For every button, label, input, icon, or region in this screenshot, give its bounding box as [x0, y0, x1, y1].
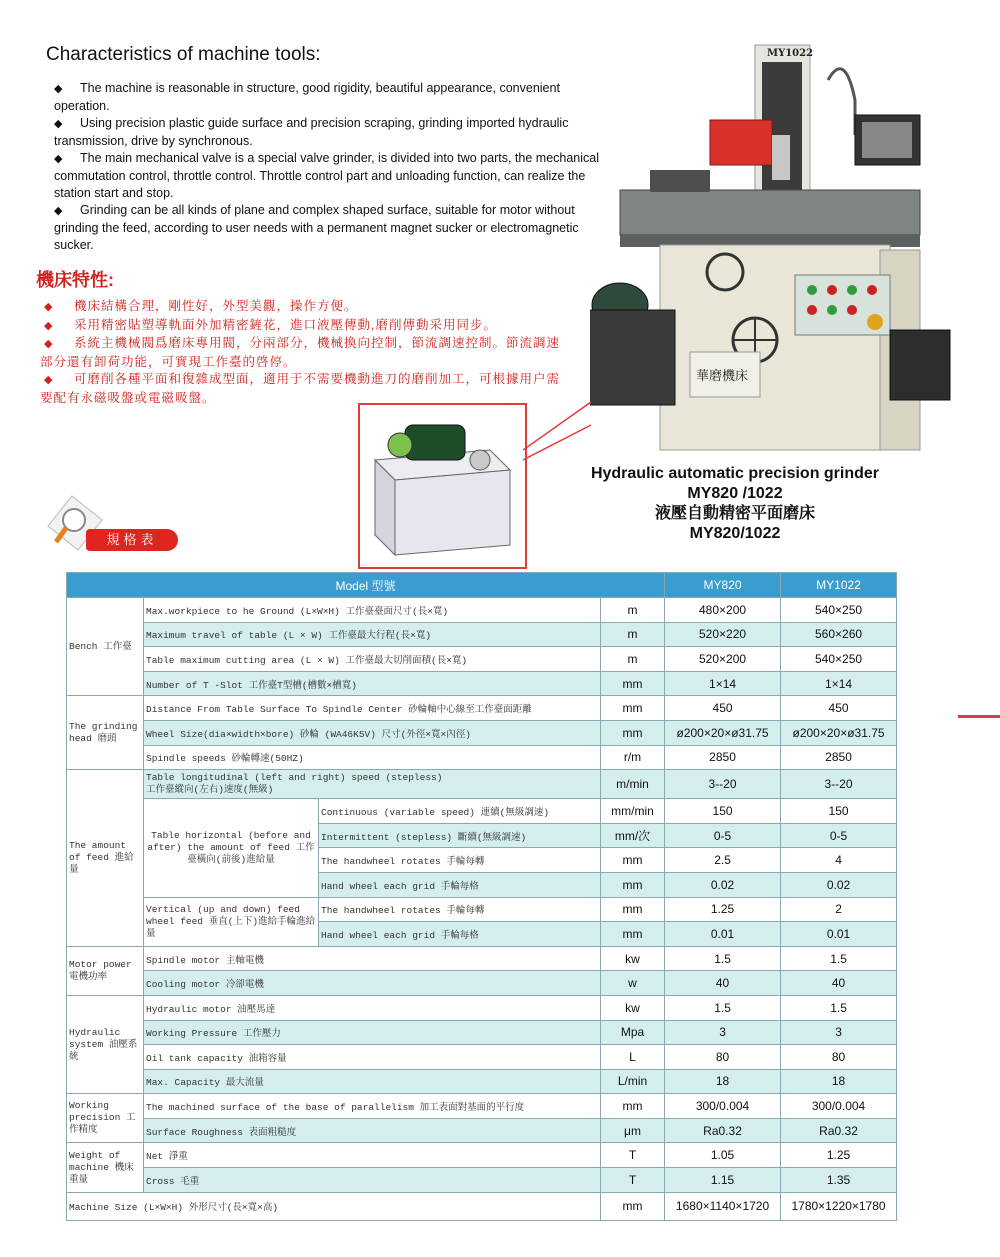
value-my820: 3 — [665, 1020, 781, 1045]
row-item: Table maximum cutting area (L × W) 工作臺最大切削面積(長×寬) — [144, 647, 601, 672]
table-header-row — [67, 573, 897, 598]
table-row — [67, 897, 897, 922]
diamond-bullet-icon: ◆ — [44, 338, 54, 350]
row-unit: mm — [601, 1094, 665, 1119]
value-my1022: 0.02 — [781, 872, 897, 897]
row-unit: mm — [601, 897, 665, 922]
english-heading: Characteristics of machine tools: — [46, 44, 321, 65]
row-item: Surface Roughness 表面粗糙度 — [144, 1118, 601, 1143]
value-my1022: 1.35 — [781, 1168, 897, 1193]
value-my820: 2.5 — [665, 848, 781, 873]
row-item: Net 淨重 — [144, 1143, 601, 1168]
table-row — [67, 1168, 897, 1193]
value-my820: 0.02 — [665, 872, 781, 897]
chinese-bullet: ◆ 采用精密貼塑導軌面外加精密鏟花，進口液壓傳動,磨削傳動采用同步。 — [40, 317, 565, 336]
value-my820: 1.15 — [665, 1168, 781, 1193]
english-feature-list — [54, 80, 599, 254]
subgroup-vertical-feed: Vertical (up and down) feed wheel feed 垂直(上下)進給手輪進給量 — [144, 897, 319, 946]
decorative-red-line — [958, 715, 1000, 718]
row-unit: m — [601, 598, 665, 623]
table-row — [67, 995, 897, 1020]
row-unit: r/m — [601, 745, 665, 770]
product-caption — [570, 464, 900, 544]
row-unit: mm — [601, 671, 665, 696]
value-my1022: 1780×1220×1780 — [781, 1192, 897, 1220]
row-unit: m/min — [601, 770, 665, 799]
row-item: Number of T -Slot 工作臺T型槽(槽數×槽寬) — [144, 671, 601, 696]
diamond-bullet-icon: ◆ — [44, 301, 54, 313]
value-my820: 3--20 — [665, 770, 781, 799]
diamond-bullet-icon: ◆ — [54, 118, 63, 130]
diamond-bullet-icon: ◆ — [54, 205, 63, 217]
row-item: Hand wheel each grid 手輪每格 — [319, 872, 601, 897]
group-machine-weight: Weight of machine 機床重量 — [67, 1143, 144, 1192]
value-my1022: 3 — [781, 1020, 897, 1045]
hydraulic-tank-illustration — [360, 405, 525, 567]
grinder-machine-photo — [590, 40, 995, 460]
table-row — [67, 598, 897, 623]
row-unit: mm — [601, 922, 665, 947]
table-row — [67, 745, 897, 770]
value-my1022: 2 — [781, 897, 897, 922]
specification-table — [66, 572, 897, 1221]
value-my1022: 540×250 — [781, 647, 897, 672]
table-row — [67, 1192, 897, 1220]
value-my820: Ra0.32 — [665, 1118, 781, 1143]
row-unit: mm/min — [601, 799, 665, 824]
value-my1022: 3--20 — [781, 770, 897, 799]
row-unit: T — [601, 1168, 665, 1193]
value-my820: ø200×20×ø31.75 — [665, 720, 781, 745]
row-item: Hydraulic motor 油壓馬達 — [144, 995, 601, 1020]
value-my1022: 300/0.004 — [781, 1094, 897, 1119]
value-my1022: 0-5 — [781, 823, 897, 848]
row-unit: L/min — [601, 1069, 665, 1094]
chinese-bullet: ◆ 系統主機械閥爲磨床專用閥，分兩部分，機械換向控制，節流調速控制。節流調速部分還有卸荷功能，可實現工作臺的啓停。 — [40, 336, 561, 369]
hydraulic-station-inset — [358, 403, 527, 569]
group-motor-power: Motor power 電機功率 — [67, 946, 144, 995]
row-unit: L — [601, 1045, 665, 1070]
row-unit: T — [601, 1143, 665, 1168]
value-my1022: 560×260 — [781, 622, 897, 647]
value-my820: 520×200 — [665, 647, 781, 672]
subgroup-horizontal-feed: Table horizontal (before and after) the amount of feed 工作臺橫向(前後)進給量 — [144, 799, 319, 897]
value-my820: 1.25 — [665, 897, 781, 922]
table-row — [67, 622, 897, 647]
table-row — [67, 770, 897, 799]
value-my1022: 1×14 — [781, 671, 897, 696]
table-row — [67, 1118, 897, 1143]
value-my820: 0-5 — [665, 823, 781, 848]
row-item: Cooling motor 冷卻電機 — [144, 971, 601, 996]
value-my1022: 450 — [781, 696, 897, 721]
table-row — [67, 1094, 897, 1119]
row-item: The machined surface of the base of parallelism 加工表面對基面的平行度 — [144, 1094, 601, 1119]
value-my820: 450 — [665, 696, 781, 721]
value-my820: 150 — [665, 799, 781, 824]
value-my820: 1×14 — [665, 671, 781, 696]
value-my820: 520×220 — [665, 622, 781, 647]
row-unit: mm — [601, 872, 665, 897]
value-my820: 40 — [665, 971, 781, 996]
diamond-bullet-icon: ◆ — [54, 83, 63, 95]
row-item: Maximum travel of table (L × W) 工作臺最大行程(長×寬) — [144, 622, 601, 647]
value-my820: 1.05 — [665, 1143, 781, 1168]
value-my1022: 1.25 — [781, 1143, 897, 1168]
row-unit: mm — [601, 720, 665, 745]
group-grinding-head: The grinding head 磨頭 — [67, 696, 144, 770]
row-unit: kw — [601, 995, 665, 1020]
header-model: Model 型號 — [67, 573, 665, 598]
row-unit: mm — [601, 696, 665, 721]
row-unit: mm — [601, 848, 665, 873]
english-bullet: ◆ Using precision plastic guide surface and precision scraping, grinding imported hydraulic transmission, drive by synchronous. — [54, 116, 569, 148]
value-my820: 480×200 — [665, 598, 781, 623]
value-my1022: Ra0.32 — [781, 1118, 897, 1143]
row-item: Working Pressure 工作壓力 — [144, 1020, 601, 1045]
row-item: Table longitudinal (left and right) speed (stepless) 工作臺縱向(左右)速度(無級) — [144, 770, 601, 799]
group-hydraulic-system: Hydraulic system 油壓系統 — [67, 995, 144, 1093]
table-row — [67, 696, 897, 721]
value-my1022: 0.01 — [781, 922, 897, 947]
header-my820: MY820 — [665, 573, 781, 598]
table-row — [67, 671, 897, 696]
row-item: Spindle speeds 砂輪轉速(50HZ) — [144, 745, 601, 770]
spec-table-label: 規格表 — [86, 529, 178, 551]
row-item: The handwheel rotates 手輪每轉 — [319, 897, 601, 922]
english-bullet: ◆ Grinding can be all kinds of plane and complex shaped surface, suitable for motor without grinding the feed, according to user needs with a permanent magnet sucker or electromagnetic sucker. — [54, 203, 579, 252]
row-item: Max.workpiece to he Ground (L×W×H) 工作臺臺面尺寸(長×寬) — [144, 598, 601, 623]
row-item: Spindle motor 主軸電機 — [144, 946, 601, 971]
row-item: Distance From Table Surface To Spindle Center 砂輪軸中心線至工作臺面距離 — [144, 696, 601, 721]
chinese-feature-list — [40, 298, 565, 407]
table-row — [67, 647, 897, 672]
caption-model-en: MY820 /1022 — [687, 485, 783, 502]
diamond-bullet-icon: ◆ — [44, 319, 54, 332]
group-working-precision: Working precision 工作精度 — [67, 1094, 144, 1143]
value-my1022: 1.5 — [781, 946, 897, 971]
row-item: Intermittent (stepless) 斷續(無級調速) — [319, 823, 601, 848]
caption-title-cn: 液壓自動精密平面磨床 — [654, 505, 815, 522]
machine-model-plate: MY1022 — [767, 48, 814, 59]
row-unit: m — [601, 647, 665, 672]
value-my1022: 2850 — [781, 745, 897, 770]
row-item: Cross 毛重 — [144, 1168, 601, 1193]
row-unit: m — [601, 622, 665, 647]
row-item: Hand wheel each grid 手輪每格 — [319, 922, 601, 947]
diamond-bullet-icon: ◆ — [54, 153, 63, 165]
english-bullet: ◆ The machine is reasonable in structure, good rigidity, beautiful appearance, convenient operation. — [54, 81, 560, 113]
row-item: Oil tank capacity 油箱容量 — [144, 1045, 601, 1070]
row-unit: mm/次 — [601, 823, 665, 848]
row-unit: mm — [601, 1192, 665, 1220]
value-my1022: ø200×20×ø31.75 — [781, 720, 897, 745]
table-row — [67, 946, 897, 971]
value-my820: 1.5 — [665, 995, 781, 1020]
value-my1022: 40 — [781, 971, 897, 996]
row-unit: μm — [601, 1118, 665, 1143]
row-item: Wheel Size(dia×width×bore) 砂輪 (WA46K5V) 尺寸(外徑×寬×內徑) — [144, 720, 601, 745]
value-my1022: 80 — [781, 1045, 897, 1070]
table-row — [67, 1020, 897, 1045]
value-my820: 18 — [665, 1069, 781, 1094]
chinese-heading: 機床特性: — [36, 270, 114, 290]
value-my1022: 18 — [781, 1069, 897, 1094]
table-row — [67, 1143, 897, 1168]
row-item: Continuous (variable speed) 連續(無級調速) — [319, 799, 601, 824]
table-row — [67, 799, 897, 824]
group-bench: Bench 工作臺 — [67, 598, 144, 696]
chinese-bullet: ◆ 機床結構合理，剛性好，外型美觀，操作方便。 — [40, 298, 565, 317]
value-my1022: 150 — [781, 799, 897, 824]
caption-model-cn: MY820/1022 — [689, 525, 781, 542]
english-bullet: ◆ The main mechanical valve is a special valve grinder, is divided into two parts, the mechanical commutation control, throttle control. Throttle control part and unloading function, can realize the station start and stop. — [54, 151, 600, 200]
row-item: Machine Size (L×W×H) 外形尺寸(長×寬×高) — [67, 1192, 601, 1220]
value-my820: 80 — [665, 1045, 781, 1070]
table-row — [67, 720, 897, 745]
group-feed: The amount of feed 進給量 — [67, 770, 144, 947]
table-row — [67, 971, 897, 996]
table-row — [67, 1045, 897, 1070]
value-my820: 1.5 — [665, 946, 781, 971]
row-unit: Mpa — [601, 1020, 665, 1045]
value-my1022: 540×250 — [781, 598, 897, 623]
header-my1022: MY1022 — [781, 573, 897, 598]
row-unit: w — [601, 971, 665, 996]
value-my820: 1680×1140×1720 — [665, 1192, 781, 1220]
value-my820: 2850 — [665, 745, 781, 770]
machine-brand-plate: 華磨機床 — [696, 369, 749, 384]
value-my1022: 4 — [781, 848, 897, 873]
row-unit: kw — [601, 946, 665, 971]
row-item: Max. Capacity 最大流量 — [144, 1069, 601, 1094]
value-my1022: 1.5 — [781, 995, 897, 1020]
caption-title-en: Hydraulic automatic precision grinder — [590, 465, 880, 482]
value-my820: 300/0.004 — [665, 1094, 781, 1119]
diamond-bullet-icon: ◆ — [44, 374, 54, 386]
row-item: The handwheel rotates 手輪每轉 — [319, 848, 601, 873]
chinese-bullet: ◆ 可磨削各種平面和復雜成型面，適用于不需要機動進刀的磨削加工，可根據用户需要配有永磁吸盤或電磁吸盤。 — [40, 372, 561, 405]
value-my820: 0.01 — [665, 922, 781, 947]
table-row — [67, 1069, 897, 1094]
